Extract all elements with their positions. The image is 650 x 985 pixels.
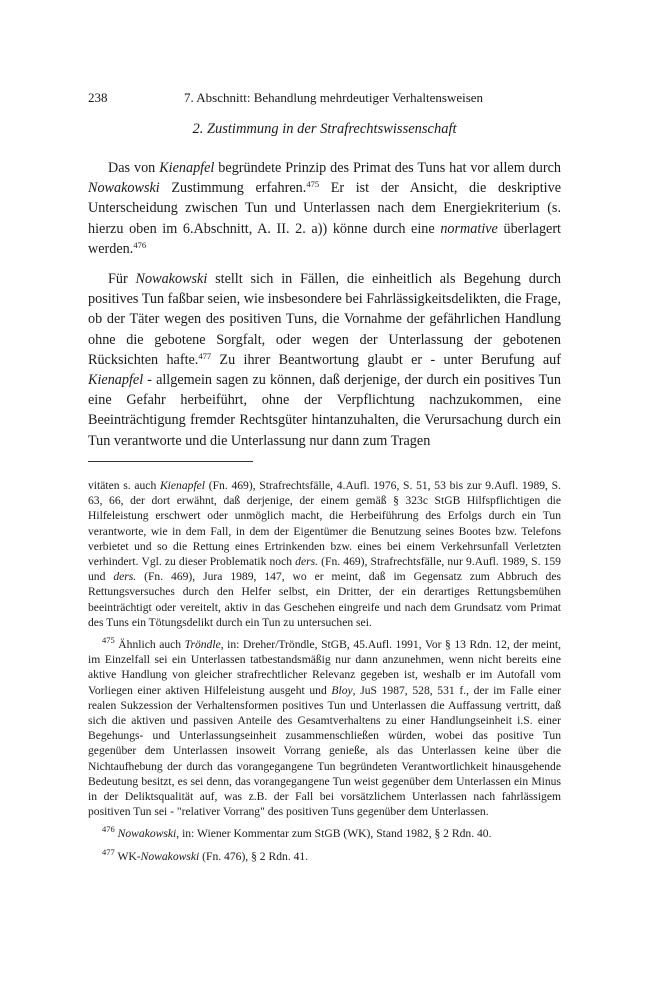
emphasis-text: Kienapfel: [159, 160, 215, 176]
footnote: [88, 826, 561, 841]
text-run: begründete Prinzip des Primat des Tuns hat vor allem durch: [214, 160, 561, 176]
emphasis-text: ders.: [295, 555, 319, 569]
emphasis-text: Kienapfel: [88, 372, 144, 389]
footnote: [88, 637, 561, 819]
text-run: , in: Dreher/Tröndle, StGB, 45.Aufl. 1991, Vor § 13 Rdn. 12, der meint, im Einzelfall sei ein Unterlassen tatbestandsmäßig nur dann anzunehmen, wenn nicht bereits eine aktive Handlung von gleicher strafrechtlicher Relevanz gegeben ist, weshalb er im Autofall vom Vorliegen einer aktiven Hilfeleistung ausgeht und: [88, 638, 561, 697]
text-run: (Fn. 476), § 2 Rdn. 41.: [199, 849, 309, 863]
emphasis-text: Bloy: [331, 683, 353, 697]
text-run: überlagert werden.: [88, 220, 561, 257]
text-run: Er ist der Ansicht, die deskriptive Unterscheidung zwischen Tun und Unterlassen nach dem Energiekriterium (s. hierzu oben im 6.Abschnitt, A. II. 2. a)) könne durch eine: [88, 180, 561, 237]
emphasis-text: Nowakowski: [88, 180, 160, 197]
text-run: vitäten s. auch: [88, 479, 160, 492]
footnote-ref: 476: [133, 239, 147, 250]
text-run: Ähnlich auch: [114, 638, 185, 652]
footnote-separator: [88, 461, 253, 462]
emphasis-text: Nowakowski: [135, 271, 208, 288]
text-run: , JuS 1987, 528, 531 f., der im Falle einer realen Sukzession der Verhaltensformen positives Tun und Unterlassen die Auffassung vertritt, daß sich die aktiven und passiven Anteile des Gesamtverhaltens zu einer Handlungseinheit i.S. einer Begehungs- und Unterlassungseinheit zusammenschließen würden, wobei das positive Tun gegenüber dem Unterlassen insoweit Vorrang genieße, als das Unterlassen keine über die Nichtaufhebung der durch das vorangegangene Tun begründeten Verantwortlichkeit hinausgehende Bedeutung besitzt, es sei denn, das vorangegangene Tun weist gegenüber dem Unterlassen ein Minus in der Deliktsqualität auf, was z.B. der Fall bei vorsätzlichem Unterlassen nach fahrlässigem positiven Tun sei - "relativer Vorrang" des positiven Tuns gegenüber dem Unterlassen.: [88, 683, 561, 819]
footnote-ref: 475: [306, 179, 320, 190]
text-run: Für: [108, 271, 136, 288]
paragraph: [88, 269, 561, 451]
emphasis-text: Tröndle: [184, 638, 221, 652]
page-number: 238: [88, 90, 108, 105]
section-heading: 2. Zustimmung in der Strafrechtswissenschaft: [192, 121, 457, 137]
footnote-ref: 477: [102, 846, 115, 857]
text-run: (Fn. 469), Strafrechtsfälle, 4.Aufl. 1976, S. 51, 53 bis zur 9.Aufl. 1989, S. 63, 66, der dort erwähnt, daß derjenige, der einem gemäß § 323c StGB Hilfspflichtigen die Hilfeleistung erschwert oder unmöglich macht, die Herbeiführung des Erfolgs durch ein Tun verantworte, wie in dem Fall, in dem der Eigentümer die Benutzung seines Bootes bzw. Telefons verbietet und so die Rettung eines Ertrinkenden bzw. eines bei einem Verkehrsunfall Verletzten verhindert. Vgl. zu dieser Problematik noch: [88, 479, 561, 569]
emphasis-text: Nowakowski: [140, 849, 200, 863]
text-run: WK-: [114, 849, 141, 863]
footnote-ref: 476: [102, 824, 115, 835]
running-title: 7. Abschnitt: Behandlung mehrdeutiger Verhaltensweisen: [184, 90, 484, 105]
footnotes: [88, 478, 561, 871]
text-run: (Fn. 469), Jura 1989, 147, wo er meint, daß im Gegensatz zum Abbruch des Rettungsversuches durch den Helfer selbst, ein Dritter, der ein derartiges Rettungsbemühen beeinträchtigt oder vereitelt, aktiv in das Geschehen eingreife und nach dem Grundsatz vom Primat des Tuns ein Tötungsdelikt durch ein Tun zu untersuchen sei.: [88, 570, 561, 629]
text-run: stellt sich in Fällen, die einheitlich als Begehung durch positives Tun faßbar seien, wie insbesondere bei Fahrlässigkeitsdelikten, die Frage, ob der Täter wegen des positiven Tuns, die Vornahme der gefährlichen Handlung ohne die gebotene Sorgfalt, oder wegen der Unterlassung der gebotenen Rücksichten hafte.: [88, 271, 561, 368]
emphasis-text: Nowakowski: [117, 827, 177, 841]
text-run: Zustimmung erfahren.: [159, 180, 307, 197]
text-run: Das von: [108, 160, 160, 176]
paragraph: [88, 158, 561, 259]
text-run: (Fn. 469), Strafrechtsfälle, nur 9.Aufl. 1989, S. 159 und: [88, 555, 561, 584]
text-run: , in: Wiener Kommentar zum StGB (WK), Stand 1982, § 2 Rdn. 40.: [176, 827, 492, 841]
emphasis-text: normative: [440, 220, 498, 237]
text-run: - allgemein sagen zu können, daß derjenige, der durch ein positives Tun eine Gefahr herbeiführt, ohne der Verpflichtung nachzukommen, eine Beeinträchtigung fremder Rechtsgüter hintanzuhalten, die Verursachung durch ein Tun verantworte und die Unterlassung nur dann zum Tragen: [88, 372, 561, 449]
emphasis-text: ders.: [113, 570, 137, 584]
text-run: Zu ihrer Beantwortung glaubt er - unter Berufung auf: [211, 351, 561, 368]
emphasis-text: Kienapfel: [159, 479, 206, 492]
footnote-ref: 477: [198, 350, 212, 361]
footnote-ref: 475: [102, 635, 115, 646]
body-text: [88, 158, 561, 461]
running-header: [88, 90, 562, 108]
footnote-continuation: [88, 478, 561, 630]
footnote: [88, 846, 561, 864]
